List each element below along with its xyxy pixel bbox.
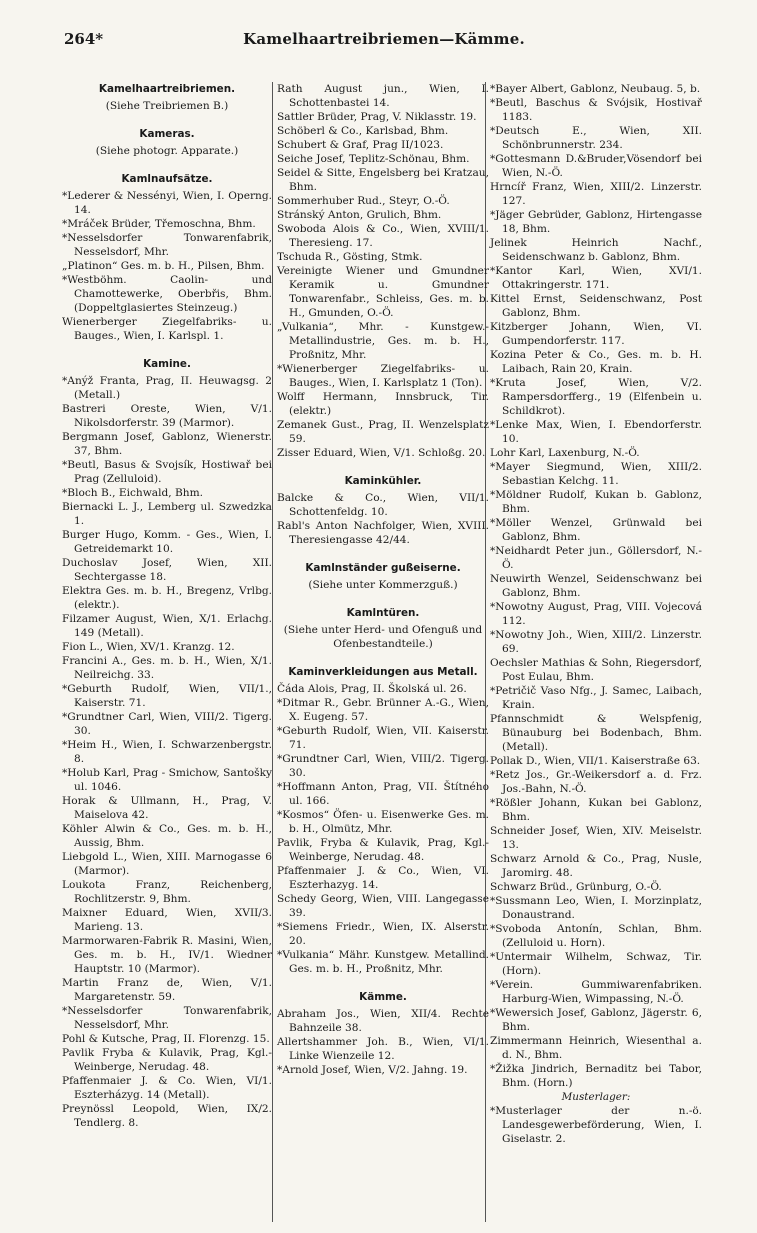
directory-entry: Tschuda R., Gösting, Stmk.	[277, 251, 423, 263]
directory-entry: Köhler Alwin & Co., Ges. m. b. H., Aussig, Bhm.	[62, 823, 272, 849]
section-heading: Kämme.	[359, 991, 407, 1003]
directory-entry: Bergmann Josef, Gablonz, Wienerstr. 37, Bhm.	[62, 431, 272, 457]
directory-entry: *Westböhm. Caolin- und Chamottewerke, Oberbřis, Bhm. (Doppeltglasiertes Steinzeug.)	[62, 274, 272, 314]
directory-entry: *Arnold Josef, Wien, V/2. Jahng. 19.	[277, 1064, 468, 1076]
directory-entry: *Grundtner Carl, Wien, VIII/2. Tigerg. 30.	[277, 753, 489, 779]
directory-entry: Filzamer August, Wien, X/1. Erlachg. 149 (Metall).	[62, 613, 272, 639]
directory-entry: Swoboda Alois & Co., Wien, XVIII/1. Theresieng. 17.	[277, 223, 489, 249]
directory-entry: *Geburth Rudolf, Wien, VII/1., Kaiserstr. 71.	[62, 683, 272, 709]
directory-entry: Martin Franz de, Wien, V/1. Margaretenstr. 59.	[62, 977, 272, 1003]
section-heading: Kaminverkleidungen aus Metall.	[288, 666, 478, 678]
directory-entry: Liebgold L., Wien, XIII. Marnogasse 6 (Marmor).	[62, 851, 272, 877]
directory-entry: Preynössl Leopold, Wien, IX/2. Tendlerg. 8.	[62, 1103, 272, 1129]
directory-entry: Stránský Anton, Grulich, Bhm.	[277, 209, 442, 221]
directory-entry: Zimmermann Heinrich, Wiesenthal a. d. N., Bhm.	[490, 1035, 702, 1061]
directory-entry: *Kantor Karl, Wien, XVI/1. Ottakringerstr. 171.	[490, 265, 702, 291]
directory-entry: *Lenke Max, Wien, I. Ebendorferstr. 10.	[490, 419, 702, 445]
directory-entry: Lohr Karl, Laxenburg, N.-Ö.	[490, 447, 640, 459]
directory-entry: Fion L., Wien, XV/1. Kranzg. 12.	[62, 641, 235, 653]
directory-entry: Kitzberger Johann, Wien, VI. Gumpendorferstr. 117.	[490, 321, 702, 347]
directory-entry: Wolff Hermann, Innsbruck, Tir. (elektr.)	[277, 391, 489, 417]
page-number: 264*	[64, 30, 104, 48]
directory-entry: Schwarz Arnold & Co., Prag, Nusle, Jaromirg. 48.	[490, 853, 702, 879]
page-title: Kamelhaartreibriemen—Kämme.	[243, 30, 525, 48]
directory-entry: *Möldner Rudolf, Kukan b. Gablonz, Bhm.	[490, 489, 702, 515]
directory-entry: *Nesselsdorfer Tonwarenfabrik, Nesselsdorf, Mhr.	[62, 232, 272, 258]
directory-entry: Vereinigte Wiener und Gmundner Keramik u. Gmundner Tonwarenfabr., Schleiss, Ges. m. b. H., Gmunden, O.-Ö.	[277, 265, 489, 319]
directory-entry: Seiche Josef, Teplitz-Schönau, Bhm.	[277, 153, 470, 165]
directory-column-1	[62, 82, 272, 1130]
directory-entry: *Mayer Siegmund, Wien, XIII/2. Sebastian Kelchg. 11.	[490, 461, 702, 487]
directory-entry: Francini A., Ges. m. b. H., Wien, X/1. Neilreichg. 33.	[62, 655, 272, 681]
directory-entry: Schöberl & Co., Karlsbad, Bhm.	[277, 125, 449, 137]
directory-entry: *Wewersich Josef, Gablonz, Jägerstr. 6, Bhm.	[490, 1007, 702, 1033]
directory-entry: *Gottesmann D.&Bruder,Vösendorf bei Wien, N.-Ö.	[490, 153, 702, 179]
directory-entry: Allertshammer Joh. B., Wien, VI/1. Linke Wienzeile 12.	[277, 1036, 489, 1062]
directory-entry: Horak & Ullmann, H., Prag, V. Maiselova 42.	[62, 795, 272, 821]
directory-entry: *Verein. Gummiwarenfabriken. Harburg-Wien, Wimpassing, N.-Ö.	[490, 979, 702, 1005]
section-heading: Kamlntüren.	[346, 607, 420, 619]
see-also-note: (Siehe unter Kommerzguß.)	[308, 579, 458, 591]
directory-entry: *Grundtner Carl, Wien, VIII/2. Tigerg. 30.	[62, 711, 272, 737]
directory-entry: *Vulkania“ Mähr. Kunstgew. Metallind. Ges. m. b. H., Proßnitz, Mhr.	[277, 949, 489, 975]
directory-entry: *Bloch B., Eichwald, Bhm.	[62, 487, 204, 499]
directory-entry: Loukota Franz, Reichenberg, Rochlitzerstr. 9, Bhm.	[62, 879, 272, 905]
directory-entry: *Nowotny Joh., Wien, XIII/2. Linzerstr. 69.	[490, 629, 702, 655]
subsection-label: Musterlager:	[561, 1091, 631, 1103]
directory-entry: Wienerberger Ziegelfabriks- u. Bauges., Wien, I. Karlspl. 1.	[62, 316, 272, 342]
directory-entry: Pfaffenmaier J. & Co., Wien, VI. Eszterhazyg. 14.	[277, 865, 489, 891]
directory-entry: Burger Hugo, Komm. - Ges., Wien, I. Getreidemarkt 10.	[62, 529, 272, 555]
directory-entry: Pfannschmidt & Welspfenig, Bünauburg bei Bodenbach, Bhm. (Metall).	[490, 713, 702, 753]
directory-entry: Kittel Ernst, Seidenschwanz, Post Gablonz, Bhm.	[490, 293, 702, 319]
directory-entry: „Vulkania“, Mhr. - Kunstgew.-Metallindustrie, Ges. m. b. H., Proßnitz, Mhr.	[277, 321, 489, 361]
section-heading: Kamelhaartreibriemen.	[98, 83, 236, 95]
directory-entry: *Kosmos“ Öfen- u. Eisenwerke Ges. m. b. H., Olmütz, Mhr.	[277, 809, 489, 835]
see-also-note: (Siehe photogr. Apparate.)	[95, 145, 239, 157]
directory-entry: Schwarz Brüd., Grünburg, O.-Ö.	[490, 881, 662, 893]
directory-column-2	[277, 82, 489, 1077]
directory-entry: Zemanek Gust., Prag, II. Wenzelsplatz 59.	[277, 419, 489, 445]
directory-entry: *Lederer & Nessényi, Wien, I. Operng. 14.	[62, 190, 272, 216]
directory-entry: *Deutsch E., Wien, XII. Schönbrunnerstr. 234.	[490, 125, 702, 151]
directory-entry: *Mráček Brüder, Třemoschna, Bhm.	[62, 218, 256, 230]
directory-entry: *Retz Jos., Gr.-Weikersdorf a. d. Frz. Jos.-Bahn, N.-Ö.	[490, 769, 702, 795]
directory-entry: Balcke & Co., Wien, VII/1. Schottenfeldg. 10.	[277, 492, 489, 518]
directory-entry: Jelinek Heinrich Nachf., Seidenschwanz b. Gablonz, Bhm.	[490, 237, 702, 263]
directory-entry: *Siemens Friedr., Wien, IX. Alserstr. 20.	[277, 921, 489, 947]
directory-entry: *Nowotny August, Prag, VIII. Vojecová 112.	[490, 601, 702, 627]
directory-entry: Marmorwaren-Fabrik R. Masini, Wien, Ges. m. b. H., IV/1. Wiedner Hauptstr. 10 (Marmor).	[62, 935, 272, 975]
directory-entry: Rath August jun., Wien, I. Schottenbastei 14.	[277, 83, 489, 109]
directory-entry: *Heim H., Wien, I. Schwarzenbergstr. 8.	[62, 739, 272, 765]
directory-entry: Zisser Eduard, Wien, V/1. Schloßg. 20.	[277, 447, 486, 459]
directory-entry: Maixner Eduard, Wien, XVII/3. Marieng. 13.	[62, 907, 272, 933]
directory-entry: *Hoffmann Anton, Prag, VII. Štítného ul. 166.	[277, 781, 489, 807]
page-header	[64, 30, 704, 52]
directory-entry: *Holub Karl, Prag - Smichow, Santošky ul. 1046.	[62, 767, 272, 793]
directory-entry: *Anýž Franta, Prag, II. Heuwagsg. 2 (Metall.)	[62, 375, 272, 401]
section-heading: Kamine.	[143, 358, 191, 370]
directory-entry: Schedy Georg, Wien, VIII. Langegasse 39.	[277, 893, 489, 919]
directory-entry: Pollak D., Wien, VII/1. Kaiserstraße 63.	[490, 755, 701, 767]
directory-entry: *Wienerberger Ziegelfabriks- u. Bauges., Wien, I. Karlsplatz 1 (Ton).	[277, 363, 489, 389]
directory-entry: *Musterlager der n.-ö. Landesgewerbeförderung, Wien, I. Giselastr. 2.	[490, 1105, 702, 1145]
directory-entry: Sattler Brüder, Prag, V. Niklasstr. 19.	[277, 111, 477, 123]
directory-entry: Schneider Josef, Wien, XIV. Meiselstr. 13.	[490, 825, 702, 851]
directory-column-3	[490, 82, 702, 1146]
directory-entry: *Neidhardt Peter jun., Göllersdorf, N.-Ö.	[490, 545, 702, 571]
directory-entry: *Jäger Gebrüder, Gablonz, Hirtengasse 18, Bhm.	[490, 209, 702, 235]
section-heading: Kamlnständer gußeiserne.	[305, 562, 461, 574]
directory-entry: *Petričič Vaso Nfg., J. Samec, Laibach, Krain.	[490, 685, 702, 711]
directory-entry: Pavlik, Fryba & Kulavik, Prag, Kgl.-Weinberge, Nerudag. 48.	[277, 837, 489, 863]
directory-entry: Oechsler Mathias & Sohn, Riegersdorf, Post Eulau, Bhm.	[490, 657, 702, 683]
section-heading: Kameras.	[139, 128, 195, 140]
directory-entry: Elektra Ges. m. b. H., Bregenz, Vrlbg. (elektr.).	[62, 585, 272, 611]
directory-entry: Schubert & Graf, Prag II/1023.	[277, 139, 444, 151]
directory-entry: *Nesselsdorfer Tonwarenfabrik, Nesselsdorf, Mhr.	[62, 1005, 272, 1031]
directory-entry: Bastreri Oreste, Wien, V/1. Nikolsdorferstr. 39 (Marmor).	[62, 403, 272, 429]
section-heading: Kamlnaufsätze.	[121, 173, 213, 185]
directory-entry: „Platinon“ Ges. m. b. H., Pilsen, Bhm.	[62, 260, 265, 272]
directory-entry: *Sussmann Leo, Wien, I. Morzinplatz, Donaustrand.	[490, 895, 702, 921]
directory-entry: Seidel & Sitte, Engelsberg bei Kratzau, Bhm.	[277, 167, 489, 193]
directory-entry: *Ditmar R., Gebr. Brünner A.-G., Wien, X. Eugeng. 57.	[277, 697, 489, 723]
directory-entry: Duchoslav Josef, Wien, XII. Sechtergasse 18.	[62, 557, 272, 583]
directory-entry: *Svoboda Antonín, Schlan, Bhm. (Zelluloid u. Horn).	[490, 923, 702, 949]
directory-entry: Kozina Peter & Co., Ges. m. b. H. Laibach, Rain 20, Krain.	[490, 349, 702, 375]
directory-entry: *Untermair Wilhelm, Schwaz, Tir. (Horn).	[490, 951, 702, 977]
directory-entry: *Rößler Johann, Kukan bei Gablonz, Bhm.	[490, 797, 702, 823]
directory-entry: *Bayer Albert, Gablonz, Neubaug. 5, b.	[490, 83, 701, 95]
directory-entry: Hrncíř Franz, Wien, XIII/2. Linzerstr. 127.	[490, 181, 702, 207]
directory-entry: Pohl & Kutsche, Prag, II. Florenzg. 15.	[62, 1033, 270, 1045]
directory-entry: *Beutl, Baschus & Svójsik, Hostivař 1183.	[490, 97, 702, 123]
directory-entry: Pavlik Fryba & Kulavik, Prag, Kgl.-Weinberge, Nerudag. 48.	[62, 1047, 272, 1073]
directory-entry: *Žižka Jindrich, Bernaditz bei Tabor, Bhm. (Horn.)	[490, 1063, 702, 1089]
directory-entry: *Kruta Josef, Wien, V/2. Rampersdorfferg., 19 (Elfenbein u. Schildkrot).	[490, 377, 702, 417]
directory-entry: Biernacki L. J., Lemberg ul. Szwedzka 1.	[62, 501, 272, 527]
directory-entry: *Geburth Rudolf, Wien, VII. Kaiserstr. 71.	[277, 725, 489, 751]
directory-entry: Rabl's Anton Nachfolger, Wien, XVIII. Theresiengasse 42/44.	[277, 520, 489, 546]
directory-entry: Pfaffenmaier J. & Co. Wien, VI/1. Eszterházyg. 14 (Metall).	[62, 1075, 272, 1101]
directory-entry: Čáda Alois, Prag, II. Školská ul. 26.	[277, 683, 467, 695]
see-also-note: (Siehe Treibriemen B.)	[105, 100, 229, 112]
directory-entry: Neuwirth Wenzel, Seidenschwanz bei Gablonz, Bhm.	[490, 573, 702, 599]
column-divider	[272, 82, 273, 1222]
directory-entry: *Möller Wenzel, Grünwald bei Gablonz, Bhm.	[490, 517, 702, 543]
directory-entry: Sommerhuber Rud., Steyr, O.-Ö.	[277, 195, 450, 207]
section-heading: Kaminkühler.	[344, 475, 422, 487]
see-also-note: (Siehe unter Herd- und Ofenguß und Ofenbestandteile.)	[283, 624, 483, 650]
directory-entry: Abraham Jos., Wien, XII/4. Rechte Bahnzeile 38.	[277, 1008, 489, 1034]
directory-entry: *Beutl, Basus & Svojsík, Hostiwař bei Prag (Zelluloid).	[62, 459, 272, 485]
